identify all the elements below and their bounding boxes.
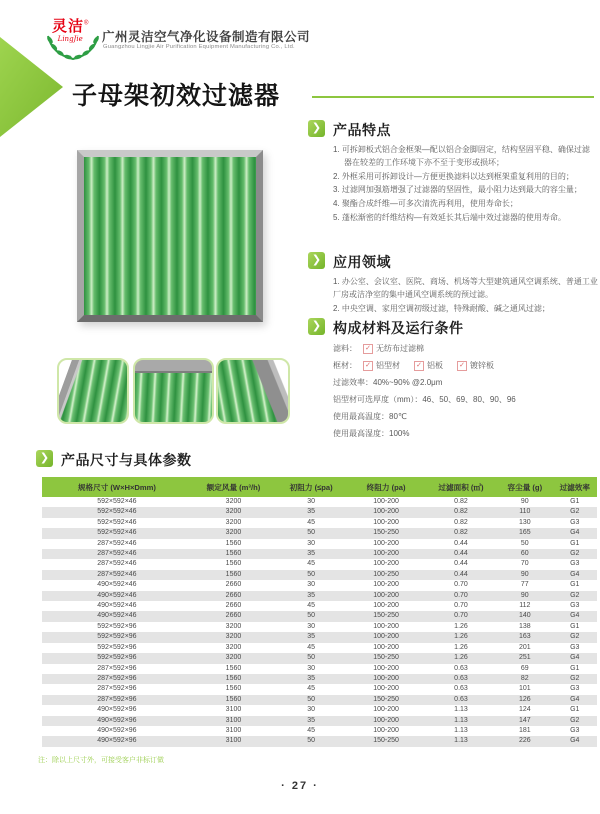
table-cell: G4 bbox=[553, 528, 597, 538]
checkbox-checked-icon: ✓ bbox=[414, 361, 424, 371]
table-cell: 124 bbox=[518, 706, 531, 714]
features-list bbox=[333, 144, 595, 226]
table-cell: 592×592×96 bbox=[42, 653, 192, 663]
table-cell: 82 bbox=[497, 674, 553, 684]
checkbox-label: 铝型材 bbox=[376, 361, 400, 370]
table-cell: 3100 bbox=[192, 716, 275, 726]
table-cell: 100-200 bbox=[347, 507, 425, 517]
table-cell: 3200 bbox=[225, 643, 242, 651]
table-cell: G1 bbox=[570, 498, 580, 505]
column-header: 终阻力 (pa) bbox=[347, 477, 425, 497]
table-cell: G2 bbox=[553, 549, 597, 559]
table-cell: 490×592×96 bbox=[97, 726, 137, 734]
table-cell: G4 bbox=[553, 611, 597, 621]
table-cell: 110 bbox=[497, 507, 553, 517]
table-cell: 287×592×96 bbox=[97, 685, 137, 693]
table-cell: 77 bbox=[520, 581, 529, 589]
list-item: 2. 中央空调、家用空调初级过滤，特殊耐酸、碱之通风过滤； bbox=[333, 303, 550, 313]
table-cell: 35 bbox=[275, 674, 347, 684]
table-cell: 50 bbox=[275, 611, 347, 621]
table-cell: 592×592×46 bbox=[42, 528, 192, 538]
table-cell: 100-200 bbox=[373, 560, 399, 568]
table-cell: G1 bbox=[570, 581, 580, 589]
checkbox-label: 无纺布过滤棉 bbox=[376, 344, 424, 353]
table-cell: 2660 bbox=[225, 602, 242, 610]
table-cell: G3 bbox=[570, 518, 580, 526]
table-row bbox=[42, 632, 597, 642]
table-cell: 50 bbox=[275, 695, 347, 705]
table-cell: G1 bbox=[570, 706, 580, 714]
logo-wordmark bbox=[52, 18, 88, 43]
table-cell: 100-250 bbox=[347, 570, 425, 580]
table-cell: 1560 bbox=[192, 570, 275, 580]
table-cell: 100-200 bbox=[347, 591, 425, 601]
table-cell: 2660 bbox=[192, 611, 275, 621]
table-cell: 3200 bbox=[225, 498, 242, 505]
table-cell: 45 bbox=[307, 518, 316, 526]
table-row bbox=[42, 601, 597, 611]
table-cell: G3 bbox=[570, 685, 580, 693]
list-item: 5. 蓬松渐密的纤维结构—有效延长其后端中效过滤器的使用寿命。 bbox=[333, 212, 566, 222]
table-row bbox=[42, 497, 597, 507]
column-header: 规格尺寸 (W×H×Dmm) bbox=[42, 477, 192, 497]
list-item: 1. 办公室、会议室、医院、商场、机场等大型建筑通风空调系统、普通工业厂房或洁净室的集中通风空调系统的预过滤。 bbox=[333, 277, 598, 299]
table-cell: 90 bbox=[497, 591, 553, 601]
table-cell: 150-250 bbox=[347, 736, 425, 746]
table-cell: 30 bbox=[307, 539, 316, 547]
table-cell: 287×592×96 bbox=[42, 695, 192, 705]
table-cell: 592×592×46 bbox=[97, 518, 137, 526]
table-cell: 592×592×46 bbox=[97, 498, 137, 505]
table-row bbox=[42, 643, 597, 653]
table-cell: 100-200 bbox=[373, 602, 399, 610]
table-cell: 287×592×46 bbox=[97, 539, 137, 547]
table-cell: 251 bbox=[497, 653, 553, 663]
table-cell: 100-200 bbox=[373, 706, 399, 714]
table-cell: 1.26 bbox=[454, 622, 468, 630]
table-cell: 30 bbox=[307, 706, 316, 714]
table-cell: 101 bbox=[518, 685, 531, 693]
table-cell: 592×592×46 bbox=[42, 507, 192, 517]
company-name-en: Guangzhou Lingjie Air Purification Equipment Manufacturing Co., Ltd. bbox=[103, 44, 295, 50]
table-cell: 3200 bbox=[192, 528, 275, 538]
table-cell: 69 bbox=[520, 664, 529, 672]
material-row-frame bbox=[333, 357, 595, 374]
table-cell: 100-200 bbox=[347, 716, 425, 726]
table-cell: 1560 bbox=[192, 674, 275, 684]
table-row bbox=[42, 664, 597, 674]
table-cell: 0.82 bbox=[454, 498, 468, 505]
table-cell: 100-200 bbox=[347, 632, 425, 642]
list-item: 3. 过滤网加强筋增强了过滤器的坚固性，最小阻力达到最大的容尘量； bbox=[333, 185, 582, 195]
table-cell: G2 bbox=[553, 716, 597, 726]
checkbox-checked-icon: ✓ bbox=[363, 344, 373, 354]
table-cell: 0.70 bbox=[454, 581, 468, 589]
table-cell: 0.63 bbox=[454, 685, 468, 693]
table-cell: 100-200 bbox=[347, 674, 425, 684]
page-number: · 27 · bbox=[281, 780, 319, 792]
table-cell: 35 bbox=[275, 591, 347, 601]
column-header: 过滤效率 bbox=[553, 477, 597, 497]
table-cell: 0.44 bbox=[425, 570, 497, 580]
table-cell: 287×592×46 bbox=[97, 560, 137, 568]
table-cell: 0.44 bbox=[454, 560, 468, 568]
table-note: 注：除以上尺寸外，可接受客户非标订做 bbox=[38, 757, 164, 764]
table-row bbox=[42, 705, 597, 715]
table-cell: 130 bbox=[518, 518, 531, 526]
section-title-materials: 构成材料及运行条件 bbox=[333, 320, 464, 336]
table-cell: G1 bbox=[570, 539, 580, 547]
spec-table bbox=[42, 477, 597, 747]
table-cell: G3 bbox=[570, 726, 580, 734]
table-cell: 3100 bbox=[192, 736, 275, 746]
table-cell: 0.44 bbox=[454, 539, 468, 547]
table-cell: 0.70 bbox=[425, 611, 497, 621]
table-cell: 100-200 bbox=[373, 539, 399, 547]
table-cell: 90 bbox=[497, 570, 553, 580]
product-photo-thumb-1 bbox=[57, 358, 129, 424]
table-cell: 45 bbox=[307, 560, 316, 568]
table-cell: 35 bbox=[275, 716, 347, 726]
table-cell: 0.82 bbox=[425, 507, 497, 517]
checkbox-checked-icon: ✓ bbox=[457, 361, 467, 371]
table-cell: 35 bbox=[275, 507, 347, 517]
list-item: 1. 可拆卸板式铝合金框架—配以铝合金脚固定，结构坚固平稳、确保过滤器在较差的工作环境下亦不至于变形或损坏； bbox=[333, 145, 590, 167]
table-cell: 90 bbox=[520, 498, 529, 505]
table-cell: 100-200 bbox=[373, 664, 399, 672]
table-cell: 287×592×46 bbox=[42, 549, 192, 559]
company-name-cn: 广州灵洁空气净化设备制造有限公司 bbox=[102, 30, 311, 44]
chevron-bullet-icon: ❯ bbox=[308, 318, 325, 335]
table-cell: 3200 bbox=[192, 507, 275, 517]
table-cell: 3200 bbox=[225, 622, 242, 630]
table-cell: G4 bbox=[553, 736, 597, 746]
table-cell: 150-250 bbox=[347, 611, 425, 621]
table-cell: 0.70 bbox=[454, 602, 468, 610]
table-cell: 0.44 bbox=[425, 549, 497, 559]
table-cell: 0.70 bbox=[425, 591, 497, 601]
table-row bbox=[42, 591, 597, 601]
table-cell: G1 bbox=[570, 664, 580, 672]
table-cell: 50 bbox=[275, 570, 347, 580]
table-cell: 100-200 bbox=[373, 498, 399, 505]
table-row bbox=[42, 539, 597, 549]
table-cell: 45 bbox=[307, 602, 316, 610]
filter-media-options bbox=[357, 343, 432, 354]
checkbox-label: 铝板 bbox=[427, 361, 443, 370]
table-cell: 1.13 bbox=[425, 716, 497, 726]
chevron-bullet-icon: ❯ bbox=[308, 120, 325, 137]
table-cell: 45 bbox=[307, 685, 316, 693]
material-line: 铝型材可选厚度（mm）：46、50、69、80、90、96 bbox=[333, 395, 516, 404]
list-item: 4. 聚酯合成纤维—可多次清洗再利用，使用寿命长； bbox=[333, 199, 518, 209]
table-cell: 2660 bbox=[225, 581, 242, 589]
company-logo bbox=[44, 18, 102, 64]
table-cell: 150-250 bbox=[347, 528, 425, 538]
material-line: 使用最高湿度：100% bbox=[333, 429, 410, 438]
table-cell: 287×592×96 bbox=[42, 674, 192, 684]
table-cell: 35 bbox=[275, 549, 347, 559]
table-cell: 490×592×96 bbox=[97, 706, 137, 714]
table-cell: 1560 bbox=[225, 539, 242, 547]
table-cell: 30 bbox=[307, 498, 316, 505]
table-cell: 50 bbox=[275, 528, 347, 538]
table-row bbox=[42, 736, 597, 746]
table-cell: 3200 bbox=[192, 632, 275, 642]
table-cell: 592×592×96 bbox=[97, 643, 137, 651]
table-cell: 2660 bbox=[192, 591, 275, 601]
table-row bbox=[42, 674, 597, 684]
table-cell: 1560 bbox=[192, 549, 275, 559]
table-cell: 50 bbox=[275, 736, 347, 746]
table-row bbox=[42, 528, 597, 538]
table-row bbox=[42, 726, 597, 736]
table-cell: 1.13 bbox=[454, 706, 468, 714]
chevron-bullet-icon: ❯ bbox=[36, 450, 53, 467]
table-cell: 50 bbox=[275, 653, 347, 663]
checkbox-checked-icon: ✓ bbox=[363, 361, 373, 371]
frame-label: 框材： bbox=[333, 361, 357, 370]
table-cell: 490×592×46 bbox=[42, 611, 192, 621]
table-cell: 201 bbox=[518, 643, 531, 651]
table-row bbox=[42, 695, 597, 705]
page-title: 子母架初效过滤器 bbox=[72, 81, 281, 110]
table-cell: 0.63 bbox=[454, 664, 468, 672]
title-rule bbox=[312, 96, 594, 98]
logo-text: 灵洁 bbox=[52, 18, 85, 35]
section-title-features: 产品特点 bbox=[333, 122, 391, 138]
table-cell: 100-200 bbox=[373, 685, 399, 693]
table-cell: G3 bbox=[570, 602, 580, 610]
table-cell: G4 bbox=[553, 695, 597, 705]
table-cell: 50 bbox=[520, 539, 529, 547]
table-cell: 1.26 bbox=[425, 632, 497, 642]
table-cell: G2 bbox=[553, 632, 597, 642]
table-cell: 1560 bbox=[225, 664, 242, 672]
table-row bbox=[42, 559, 597, 569]
section-title-spec-table: 产品尺寸与具体参数 bbox=[61, 452, 192, 468]
column-header: 初阻力 (≤pa) bbox=[275, 477, 347, 497]
table-cell: 226 bbox=[497, 736, 553, 746]
table-cell: G4 bbox=[553, 570, 597, 580]
table-cell: 1.13 bbox=[425, 736, 497, 746]
material-line: 使用最高温度：80℃ bbox=[333, 412, 407, 421]
table-row bbox=[42, 507, 597, 517]
applications-list bbox=[333, 276, 600, 316]
table-cell: 1560 bbox=[225, 560, 242, 568]
table-cell: 1560 bbox=[225, 685, 242, 693]
table-cell: 3100 bbox=[225, 706, 242, 714]
spec-table-header-row bbox=[42, 477, 597, 497]
table-cell: G4 bbox=[553, 653, 597, 663]
table-cell: 1560 bbox=[192, 695, 275, 705]
table-cell: 163 bbox=[497, 632, 553, 642]
table-cell: 147 bbox=[497, 716, 553, 726]
table-cell: 490×592×46 bbox=[42, 591, 192, 601]
table-row bbox=[42, 684, 597, 694]
table-cell: 30 bbox=[307, 581, 316, 589]
table-cell: 126 bbox=[497, 695, 553, 705]
product-photo-thumb-2 bbox=[133, 358, 214, 424]
table-cell: 1.26 bbox=[454, 643, 468, 651]
table-cell: 592×592×96 bbox=[97, 622, 137, 630]
table-cell: G2 bbox=[553, 507, 597, 517]
table-cell: 150-250 bbox=[347, 653, 425, 663]
table-cell: 45 bbox=[307, 726, 316, 734]
table-cell: 287×592×96 bbox=[97, 664, 137, 672]
table-cell: 1.13 bbox=[454, 726, 468, 734]
product-photo-main bbox=[77, 150, 263, 322]
table-row bbox=[42, 653, 597, 663]
table-cell: 592×592×96 bbox=[42, 632, 192, 642]
table-cell: 165 bbox=[497, 528, 553, 538]
table-cell: 0.63 bbox=[425, 695, 497, 705]
table-row bbox=[42, 611, 597, 621]
material-row-filter-media bbox=[333, 340, 595, 357]
table-cell: 100-200 bbox=[373, 581, 399, 589]
table-cell: 150-250 bbox=[347, 695, 425, 705]
table-cell: 45 bbox=[307, 643, 316, 651]
table-cell: 112 bbox=[519, 602, 531, 610]
table-cell: G2 bbox=[553, 674, 597, 684]
table-cell: G1 bbox=[570, 622, 580, 630]
table-cell: 0.63 bbox=[425, 674, 497, 684]
table-cell: 490×592×96 bbox=[42, 716, 192, 726]
table-row bbox=[42, 570, 597, 580]
frame-options bbox=[357, 360, 502, 371]
table-cell: 3200 bbox=[225, 518, 242, 526]
table-cell: 140 bbox=[497, 611, 553, 621]
table-row bbox=[42, 716, 597, 726]
column-header: 容尘量 (g) bbox=[497, 477, 553, 497]
table-cell: 30 bbox=[307, 664, 316, 672]
table-row bbox=[42, 622, 597, 632]
table-cell: 3200 bbox=[192, 653, 275, 663]
product-photo-thumb-3 bbox=[216, 358, 290, 424]
table-cell: G3 bbox=[570, 643, 580, 651]
table-cell: 287×592×46 bbox=[42, 570, 192, 580]
table-cell: 490×592×46 bbox=[97, 581, 137, 589]
materials-block bbox=[333, 340, 595, 442]
registered-mark: ® bbox=[84, 20, 89, 27]
table-cell: 100-200 bbox=[347, 549, 425, 559]
table-cell: 0.82 bbox=[425, 528, 497, 538]
table-cell: G3 bbox=[570, 560, 580, 568]
logo-script-text: LingJie bbox=[57, 35, 83, 43]
table-cell: 100-200 bbox=[373, 518, 399, 526]
table-cell: 1.26 bbox=[425, 653, 497, 663]
table-cell: 60 bbox=[497, 549, 553, 559]
table-cell: 490×592×96 bbox=[42, 736, 192, 746]
table-cell: 181 bbox=[518, 726, 531, 734]
table-row bbox=[42, 580, 597, 590]
spec-table-body bbox=[42, 497, 597, 747]
material-line: 过滤效率：40%~90% @2.0μm bbox=[333, 378, 443, 387]
checkbox-label: 镀锌板 bbox=[470, 361, 494, 370]
column-header: 额定风量 (m³/h) bbox=[192, 477, 275, 497]
list-item: 2. 外框采用可拆卸设计—方便更换滤料以达到框架重复利用的目的； bbox=[333, 171, 574, 181]
section-title-applications: 应用领域 bbox=[333, 254, 391, 270]
chevron-bullet-icon: ❯ bbox=[308, 252, 325, 269]
table-cell: 70 bbox=[520, 560, 529, 568]
table-cell: 0.82 bbox=[454, 518, 468, 526]
table-cell: 100-200 bbox=[373, 643, 399, 651]
table-cell: 30 bbox=[307, 622, 316, 630]
table-row bbox=[42, 518, 597, 528]
table-cell: 100-200 bbox=[373, 622, 399, 630]
table-cell: 35 bbox=[275, 632, 347, 642]
filter-media-label: 滤料： bbox=[333, 344, 357, 353]
table-cell: G2 bbox=[553, 591, 597, 601]
table-cell: 3100 bbox=[225, 726, 242, 734]
table-row bbox=[42, 549, 597, 559]
column-header: 过滤面积 (㎡) bbox=[425, 477, 497, 497]
table-cell: 138 bbox=[518, 622, 531, 630]
table-cell: 490×592×46 bbox=[97, 602, 137, 610]
table-cell: 100-200 bbox=[373, 726, 399, 734]
